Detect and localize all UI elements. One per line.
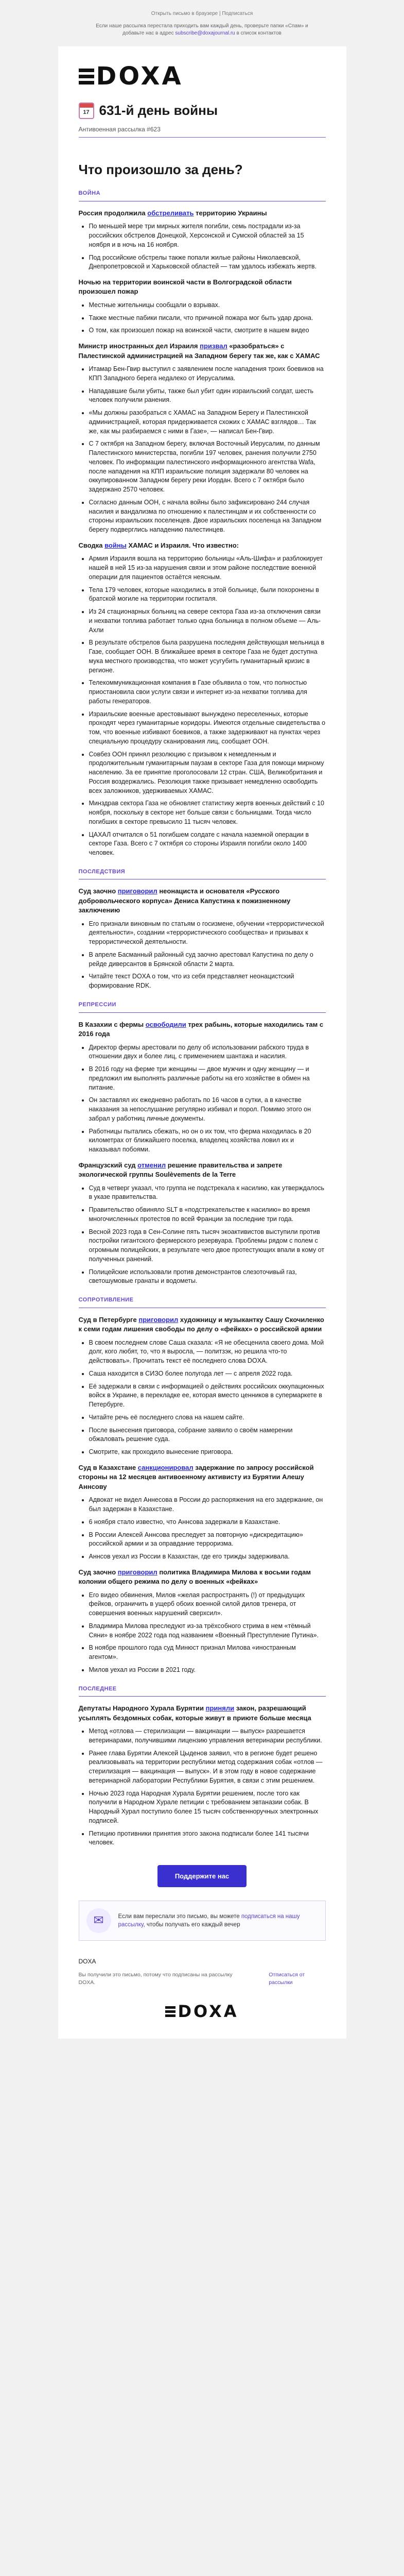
lead-text-post: территорию Украины [196, 209, 267, 217]
news-list [89, 1727, 326, 1848]
list-item: • Директор фермы арестовали по делу об использовании рабского труда в отношении двух и более лиц, с применением шантажа и насилия. [89, 1043, 326, 1062]
news-lead [79, 1568, 326, 1587]
list-item: • ЦАХАЛ отчитался о 51 погибшем солдате с начала наземной операции в секторе Газа. Всего с 7 октября со стороны Израиля погибли около 1400 человек. [89, 831, 326, 858]
footer-name: DOXA [78, 1958, 96, 1965]
lead-text: Ночью на территории воинской части в Волгоградской области произошел пожар [78, 278, 292, 296]
news-lead [79, 541, 326, 550]
doxa-logo-footer [79, 2000, 326, 2023]
news-lead [79, 209, 326, 218]
news-list [89, 920, 326, 991]
lead-text-post: решение правительства и запрете экологической группы Soulèvements de la Terre [78, 1161, 283, 1179]
footer-logo [79, 2000, 326, 2023]
lead-text-post: закон, разрешающий усыплять бездомных собак, которые живут в приюте больше месяца [78, 1704, 311, 1722]
logo-text: DOXA [96, 62, 183, 91]
section-heading: ПОСЛЕДНЕЕ [78, 1685, 117, 1692]
lead-text-post: неонациста и основателя «Русского добровольческого корпуса» Дениса Капустина к пожизненному заключению [78, 887, 291, 914]
top-links-text[interactable]: Открыть письмо в браузере | Подписаться [151, 11, 253, 16]
lead-text: Сводка [78, 541, 103, 549]
share-text-pre: Если вам переслали это письмо, вы можете [118, 1913, 240, 1920]
list-item: • Также местные пабики писали, что причиной пожара мог быть удар дрона. [89, 314, 326, 323]
list-item: • В результате обстрелов была разрушена последняя действующая мельница в Газе, сообщает ООН. В ближайшее время в секторе Газа не будет доступна мука местного производства, что может усугубить гуманитарный кризис в регионе. [89, 638, 326, 675]
list-item: • Весной 2023 года в Сен-Солине пять тысяч экоактивистов выступили против постройки гигантского фермерского резервуара. Проблемы рядом с полем с огромным полицейских, в результате чего двое протестующих впали в кому от полученных ранений. [89, 1228, 326, 1264]
list-item: • Полицейские использовали против демонстрантов слезоточивый газ, светошумовые гранаты и водометы. [89, 1268, 326, 1286]
news-list [89, 554, 326, 858]
lead-link[interactable]: войны [104, 541, 127, 549]
lead-link[interactable]: обстреливать [147, 209, 194, 217]
doxa-logo [79, 59, 326, 94]
section-heading: РЕПРЕССИИ [78, 1001, 116, 1008]
list-item: • Петицию противники принятия этого закона подписали более 141 тысячи человек. [89, 1829, 326, 1848]
logo-bars-icon [165, 2006, 175, 2017]
list-item: • Телекоммуникационная компания в Газе объявила о том, что полностью приостановила свои услуги связи и интернет из-за нехватки топлива для работы генераторов. [89, 679, 326, 706]
news-list [89, 1591, 326, 1675]
support-button[interactable]: Поддержите нас [157, 1865, 247, 1887]
lead-text-post: политика Владимира Милова к восьми годам колонии общего режима по делу о военных «фейках» [78, 1568, 311, 1586]
lead-text-post: «разобраться» с Палестинской администрацией на Западном берегу так же, как с ХАМАС [78, 342, 320, 360]
news-list [89, 1043, 326, 1155]
lead-link[interactable]: отменил [137, 1161, 166, 1169]
list-item: • Его видео обвинения, Милов «желая распространять (!) от предыдущих фейков, ограничить в ущерб обоих военной силой дилов тренера, от совершения военных нарушений сверхсил». [89, 1591, 326, 1618]
cta-wrap [79, 1865, 326, 1887]
lead-link[interactable]: призвал [200, 342, 227, 350]
lead-link[interactable]: освободили [145, 1020, 186, 1028]
list-item: • Метод «отлова — стерилизации — вакцинации — выпуск» разрешается ветеринарами, получившими лицензию управления ветеринарии республики. [89, 1727, 326, 1745]
list-item: • Совбез ООН принял резолюцию с призывом к немедленным и продолжительным гуманитарным паузам в секторе Газа для помощи мирному населению. За ее принятие проголосовали 12 стран. США, Великобритания и Россия воздержались. Резолюция также призывает немедленно освободить всех заложников, удерживаемых ХАМАС. [89, 750, 326, 796]
list-item: • По меньшей мере три мирных жителя погибли, семь пострадали из-за российских обстрелов Донецкой, Херсонской и Сумской областей за 15 ноября и в ночь на 16 ноября. [89, 222, 326, 249]
list-item: • Согласно данным ООН, с начала войны было зафиксировано 244 случая насилия и вандализма по отношению к палестинцам и их собственности со стороны израильских поселенцев. Двое израильских поселенца на Западном берегу подверглись нападению палестинцев. [89, 498, 326, 535]
sections [79, 190, 326, 1848]
lead-text-post: художницу и музыкантку Сашу Скочиленко к семи годам лишения свободы по делу о «фейках» о российской армии [78, 1315, 324, 1333]
calendar-day: 17 [83, 109, 90, 115]
lead-text-post: ХАМАС и Израиля. Что известно: [128, 541, 239, 549]
day-title: 631-й день войны [99, 103, 218, 118]
news-lead [79, 1463, 326, 1492]
list-item: • Нападавшие были убиты, также был убит один израильский солдат, шесть человек получили ранения. [89, 387, 326, 405]
list-item: • Израильские военные арестовывают вынуждено переселенных, которые проходят через гуманитарные коридоры. Имеются отдельные свидетельства о том, что военные избивают боевиков, а также задерживают на пунктах через специальную процедуру сканирования лиц, сообщает ООН. [89, 710, 326, 747]
day-row [79, 101, 326, 120]
list-item: • Аннсов уехал из России в Казахстан, где его трижды задерживала. [89, 1552, 326, 1562]
list-item: • Ранее глава Бурятии Алексей Цыденов заявил, что в регионе будет решено реализовывать на территории республики метод содержания собак «отлов — стерилизация — вакцинация — выпуск». И в этом году в новое содержание ветеринарной лаборатории Республики Бурятия, в связи с этим решением. [89, 1749, 326, 1786]
list-item: • Читайте речь её последнего слова на нашем сайте. [89, 1413, 326, 1422]
news-lead [79, 1020, 326, 1039]
list-item: • В 2016 году на ферме три женщины — двое мужчин и одну женщину — и предложил им выполнять различные работы на его хозяйстве в обмен на питание. [89, 1065, 326, 1092]
footer-logo-text: DOXA [178, 2002, 239, 2022]
header [79, 46, 326, 155]
list-item: • Итамар Бен-Гвир выступил с заявлением после нападения троих боевиков на КПП Западного берега недалеко от Иерусалима. [89, 365, 326, 383]
list-item: • Читайте текст DOXA о том, что из себя представляет неонацистский формирование RDK. [89, 972, 326, 991]
section-heading: ВОЙНА [78, 190, 101, 197]
list-item: • В своем последнем слове Саша сказала: «Я не обесценила своего дома. Мой долг, кого любят, то, что я выросла, — политзэк, но решила что-то действовать». Прочитать текст её последнего слова DOXA. [89, 1338, 326, 1366]
list-item: • Саша находится в СИЗО более полугода лет — с апреля 2022 года. [89, 1369, 326, 1379]
lead-text-post: трех рабынь, которые находились там с 2016 года [78, 1020, 324, 1038]
news-lead [79, 1161, 326, 1180]
list-item: • «Мы должны разобраться с ХАМАС на Западном Берегу и Палестинской администрацией, которая придерживается схожих с ХАМАС взглядов… Так же, как мы разбираемся с ними в Газе», — написал Бен-Гвир. [89, 409, 326, 436]
list-item: • О том, как произошел пожар на воинской части, смотрите в нашем видео [89, 326, 326, 335]
subscribe-link[interactable]: подписаться на нашу рассылку [118, 1913, 300, 1928]
list-item: • Адвокат не видел Аннесова в России до распоряжения на его задержание, он был задержан в Казахстане. [89, 1496, 326, 1514]
lead-text: Депутаты Народного Хурала Бурятии [78, 1704, 204, 1713]
list-item: • 6 ноября стало известно, что Аннсова задержали в Казахстане. [89, 1518, 326, 1527]
pre-note-text: Если наше рассылка перестала приходить вам каждый день, проверьте папки «Спам» и добавьте нас в адрес [96, 23, 308, 37]
mail-icon: ✉ [86, 1908, 111, 1933]
list-item: • Тела 179 человек, которые находились в этой больнице, были похоронены в братской могиле на территории госпиталя. [89, 586, 326, 604]
news-list [89, 301, 326, 335]
list-item: • Его признали виновным по статьям о госизмене, обучении «террористической деятельности», создании «террористического сообщества» и призывах к террористической деятельности. [89, 920, 326, 947]
footer [79, 1950, 326, 2023]
section-divider [79, 1696, 326, 1697]
calendar-icon [79, 103, 94, 119]
lead-link[interactable]: приняли [205, 1704, 235, 1713]
footer-reason: Вы получили это письмо, потому что подписаны на рассылку DOXA. [78, 1972, 233, 1986]
logo-bars-icon [79, 69, 94, 84]
lead-text: Россия продолжила [78, 209, 146, 217]
news-lead [79, 887, 326, 915]
list-item: • Из 24 стационарных больниц на севере сектора Газа из-за отключения связи и нехватки топлива работает только одна больница в полном объеме — Аль-Ахли [89, 607, 326, 635]
share-text-mid: , чтобы получать его каждый вечер [143, 1922, 240, 1928]
list-item: • В апреле Басманный районный суд заочно арестовал Капустина по делу о рейде диверсантов в Брянской области 2 марта. [89, 951, 326, 969]
news-list [89, 222, 326, 272]
list-item: • Суд в четверг указал, что группа не подстрекала к насилию, как утверждалось в указе правительства. [89, 1184, 326, 1202]
news-list [89, 1496, 326, 1562]
lead-text-post: задержание по запросу российской стороны на 12 месяцев антивоенному активисту из Бурятии Алешу Аннсову [78, 1463, 314, 1490]
news-list [89, 1338, 326, 1457]
list-item: • Под российские обстрелы также попали жилые районы Николаевской, Днепропетровской и Харьковской областей — там удалось избежать жертв. [89, 253, 326, 272]
list-item: • Он заставлял их ежедневно работать по 16 часов в сутки, а в качестве наказания за непослушание регулярно избивал и порол. Помимо этого он забрал у работниц личные документы. [89, 1096, 326, 1123]
unsubscribe-link[interactable]: Отписаться от рассылки [269, 1972, 305, 1986]
list-item: • Владимира Милова преследуют из-за трёхсобного стрима в нем «тёмный Сяни» в ноябре 2022 года под названием «Военный Преступление Путина». [89, 1622, 326, 1640]
list-item: • В ноябре прошлого года суд Минюст признал Милова «иностранным агентом». [89, 1643, 326, 1662]
section-divider [79, 1012, 326, 1013]
lead-link[interactable]: санкционировал [137, 1463, 194, 1471]
pre-note-post: в список контактов [236, 30, 282, 37]
list-item: • С 7 октября на Западном берегу, включая Восточный Иерусалим, по данным Палестинского министерства, погибли 197 человек, ранения получили 2750 человек. По информации палестинского информационного агентства Wafa, после нападения на КПП израильские полиция задержали 80 человек на оккупированном Западном берегу реки Иордан. Всего с 7 октября было задержано 2570 человек. [89, 439, 326, 495]
list-item: • Смотрите, как проходило вынесение приговора. [89, 1448, 326, 1457]
lead-text: Суд заочно [78, 887, 116, 895]
list-item: • Милов уехал из России в 2021 году. [89, 1666, 326, 1675]
list-item: • Минздрав сектора Газа не обновляет статистику жертв военных действий с 10 ноября, поскольку в секторе нет больше связи с больницами. Тогда число погибших в секторе превысило 11 тысяч человек. [89, 799, 326, 826]
footer-reason-row [79, 1971, 326, 1987]
news-lead [79, 1315, 326, 1334]
list-item: • В России Алексей Аннсова преследует за повторную «дискредитацию» российской армии и за оправдание терроризма. [89, 1531, 326, 1549]
header-divider [79, 137, 326, 138]
list-item: • Правительство обвиняло SLT в «подстрекательстве к насилию» во время многочисленных протестов по всей Франции за последние три года. [89, 1206, 326, 1224]
lead-text: Суд в Петербурге [78, 1315, 137, 1324]
share-text [118, 1912, 318, 1929]
lead-link[interactable]: приговорил [138, 1315, 179, 1324]
lead-text: В Казахии с фермы [78, 1020, 144, 1028]
lead-text: Суд в Казахстане [78, 1463, 136, 1471]
list-item: • Работницы пытались сбежать, но он о их том, что ферма находилась в 20 километрах от ближайшего поселка, владелец хозяйства ловил их и наказывал побоями. [89, 1127, 326, 1155]
lead-link[interactable]: приговорил [117, 887, 157, 895]
newsletter-card [58, 46, 346, 2039]
news-lead [79, 342, 326, 361]
lead-text: Французский суд [78, 1161, 136, 1169]
share-box [79, 1901, 326, 1941]
section-heading: СОПРОТИВЛЕНИЕ [78, 1297, 134, 1303]
lead-text: Министр иностранных дел Израиля [78, 342, 198, 350]
news-lead [79, 1704, 326, 1723]
list-item: • Ночью 2023 года Народная Хурала Бурятии решением, после того как получили в Народном Хурале петиции с требованием эвтаназии собак. В Народный Хурал поступило более 15 тысяч собственноручных электронных подписей. [89, 1789, 326, 1826]
issue-line: Антивоенная рассылка #623 [78, 126, 161, 133]
top-links[interactable] [0, 10, 404, 18]
subscribe-email-link[interactable]: subscribe@doxajournal.ru [175, 30, 235, 37]
pre-note [89, 23, 315, 37]
lead-text: Суд заочно [78, 1568, 116, 1576]
list-item: • После вынесения приговора, собрание заявило о своём намерении обжаловать решение суда. [89, 1426, 326, 1445]
news-list [89, 1184, 326, 1286]
list-item: • Армия Израиля вошла на территорию больницы «Аль-Шифа» и разблокирует нашей в ней 15 из-за нарушения связи и этом районе последствие военной операции для пациентов остаётся неясным. [89, 554, 326, 582]
news-lead [79, 278, 326, 297]
section-heading: ПОСЛЕДСТВИЯ [78, 868, 126, 875]
main-title: Что произошло за день? [78, 162, 243, 178]
news-list [89, 365, 326, 535]
list-item: • Её задержали в связи с информацией о действиях российских оккупационных войск в Украине, в перекладке ее, которая вместо ценников в супермаркете в Петербурге. [89, 1382, 326, 1410]
list-item: • Местные жительницы сообщали о взрывах. [89, 301, 326, 310]
lead-link[interactable]: приговорил [117, 1568, 157, 1576]
